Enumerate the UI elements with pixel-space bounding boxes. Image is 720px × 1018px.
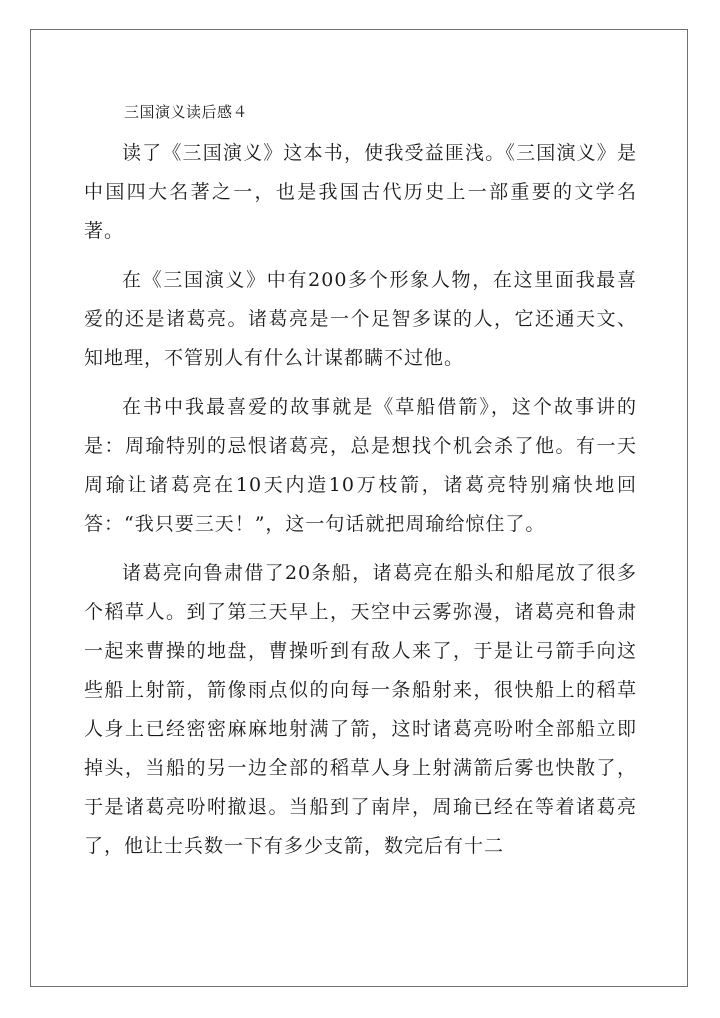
paragraph-2: 在《三国演义》中有200多个形象人物，在这里面我最喜爱的还是诸葛亮。诸葛亮是一个足智多谋的人，它还通天文、知地理，不管别人有什么计谋都瞒不过他。 xyxy=(84,269,637,369)
paragraph-4: 诸葛亮向鲁肃借了20条船，诸葛亮在船头和船尾放了很多个稻草人。到了第三天早上，天空中云雾弥漫，诸葛亮和鲁肃一起来曹操的地盘，曹操听到有敌人来了，于是让弓箭手向这些船上射箭，箭像雨点似的向每一条船射来，很快船上的稻草人身上已经密密麻麻地射满了箭，这时诸葛亮吩咐全部船立即掉头，当船的另一边全部的稻草人身上射满箭后雾也快散了，于是诸葛亮吩咐撤退。当船到了南岸，周瑜已经在等着诸葛亮了，他让士兵数一下有多少支箭，数完后有十二 xyxy=(84,562,637,857)
document-title: 三国演义读后感４ xyxy=(124,103,249,121)
paragraph-3: 在书中我最喜爱的故事就是《草船借箭》，这个故事讲的是：周瑜特别的忌恨诸葛亮，总是想找个机会杀了他。有一天周瑜让诸葛亮在10天内造10万枝箭，诸葛亮特别痛快地回答：“我只要三天！”，这一句话就把周瑜给惊住了。 xyxy=(84,396,637,535)
document-body xyxy=(84,96,637,876)
paragraph-1: 读了《三国演义》这本书，使我受益匪浅。《三国演义》是中国四大名著之一，也是我国古代历史上一部重要的文学名著。 xyxy=(84,142,637,242)
